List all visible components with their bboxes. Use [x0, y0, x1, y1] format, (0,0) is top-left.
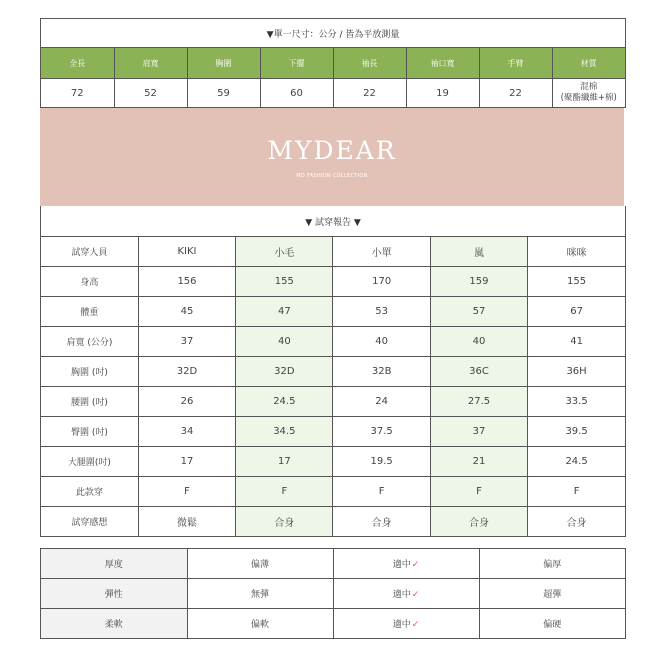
fit-report-row-label: 大腿圍(吋) — [41, 447, 138, 477]
fit-report-cell: 67 — [528, 297, 625, 327]
fabric-feel-option — [479, 549, 625, 579]
fit-report-cell: 37 — [430, 417, 527, 447]
fabric-feel-option-text: 超彈 — [543, 590, 562, 600]
fabric-feel-option — [187, 609, 333, 639]
size-table — [41, 48, 625, 107]
fit-report-cell: 57 — [430, 297, 527, 327]
fabric-feel-option-text: 偏硬 — [543, 620, 562, 630]
fabric-feel-option — [479, 609, 625, 639]
fit-report-row-label: 體重 — [41, 297, 138, 327]
fit-report-cell: 37 — [138, 327, 235, 357]
fit-report-cell: F — [236, 477, 333, 507]
fit-report-row — [41, 237, 625, 267]
checkmark-icon: ✓ — [411, 620, 420, 630]
fit-report-cell: 41 — [528, 327, 625, 357]
fit-report-cell: 17 — [236, 447, 333, 477]
fabric-feel-option — [333, 549, 479, 579]
size-chart-title: ▼單一尺寸：公分 / 皆為平放測量 — [41, 19, 625, 48]
fit-report-cell: 155 — [236, 267, 333, 297]
size-value-shoulder: 52 — [114, 79, 187, 108]
fit-report-row-label: 胸圍 (吋) — [41, 357, 138, 387]
fit-report-cell: 小毛 — [236, 237, 333, 267]
fit-report-cell: 合身 — [333, 507, 430, 537]
fit-report-row — [41, 357, 625, 387]
size-value-chest: 59 — [187, 79, 260, 108]
checkmark-icon: ✓ — [411, 590, 420, 600]
fit-report-cell: 39.5 — [528, 417, 625, 447]
fit-report-cell: 159 — [430, 267, 527, 297]
fit-report-row-label: 試穿感想 — [41, 507, 138, 537]
fit-report-cell: 40 — [430, 327, 527, 357]
fit-report-row-label: 試穿人員 — [41, 237, 138, 267]
size-header-chest: 胸圍 — [187, 48, 260, 79]
fabric-feel-table — [41, 549, 625, 638]
fit-report-cell: 27.5 — [430, 387, 527, 417]
size-header-row — [41, 48, 625, 79]
size-value-row — [41, 79, 625, 108]
fit-report-title: ▼ 試穿報告 ▼ — [41, 206, 625, 237]
fit-report-cell: 32D — [138, 357, 235, 387]
fit-report-cell: 32D — [236, 357, 333, 387]
size-header-shoulder: 肩寬 — [114, 48, 187, 79]
fit-report-row-label: 身高 — [41, 267, 138, 297]
fabric-feel — [40, 548, 626, 639]
fabric-feel-option-text: 偏軟 — [250, 620, 269, 630]
fit-report-cell: 45 — [138, 297, 235, 327]
size-value-hem: 60 — [260, 79, 333, 108]
fabric-feel-row — [41, 549, 625, 579]
fit-report-cell: 24 — [333, 387, 430, 417]
fit-report-cell: 19.5 — [333, 447, 430, 477]
fit-report-row — [41, 417, 625, 447]
fit-report-row — [41, 447, 625, 477]
fit-report-cell: 40 — [236, 327, 333, 357]
fit-report-cell: 37.5 — [333, 417, 430, 447]
fabric-feel-option-text: 偏薄 — [250, 560, 269, 570]
size-value-material — [552, 79, 625, 108]
fabric-feel-label: 厚度 — [41, 549, 187, 579]
fit-report-cell: KIKI — [138, 237, 235, 267]
size-value-length: 72 — [41, 79, 114, 108]
size-header-cuff-width: 袖口寬 — [406, 48, 479, 79]
fit-report-cell: F — [430, 477, 527, 507]
size-value-cuff-width: 19 — [406, 79, 479, 108]
fabric-feel-label: 彈性 — [41, 579, 187, 609]
fit-report-row — [41, 327, 625, 357]
fabric-feel-option — [187, 579, 333, 609]
fit-report-cell: 咪咪 — [528, 237, 625, 267]
fit-report-table — [41, 237, 625, 536]
fit-report-row — [41, 477, 625, 507]
fit-report-cell: 合身 — [528, 507, 625, 537]
size-value-arm: 22 — [479, 79, 552, 108]
fit-report-cell: 33.5 — [528, 387, 625, 417]
material-line-1: 混棉 — [580, 82, 598, 92]
fit-report-row-label: 此款穿 — [41, 477, 138, 507]
fit-report-cell: 21 — [430, 447, 527, 477]
fit-report-cell: 17 — [138, 447, 235, 477]
fit-report-cell: F — [528, 477, 625, 507]
fit-report-cell: 36C — [430, 357, 527, 387]
fit-report-row — [41, 507, 625, 537]
fabric-feel-row — [41, 609, 625, 639]
fit-report-cell: 34.5 — [236, 417, 333, 447]
brand-tagline: MD FASHION COLLECTION — [296, 172, 368, 179]
size-header-length: 全長 — [41, 48, 114, 79]
fit-report-cell: 24.5 — [236, 387, 333, 417]
size-value-sleeve-length: 22 — [333, 79, 406, 108]
fit-report-cell: 合身 — [236, 507, 333, 537]
fit-report-cell: 47 — [236, 297, 333, 327]
size-chart — [40, 18, 626, 108]
fit-report-cell: 32B — [333, 357, 430, 387]
fabric-feel-option-text: 適中 — [392, 560, 411, 570]
size-header-sleeve-length: 袖長 — [333, 48, 406, 79]
fit-report-row — [41, 297, 625, 327]
fabric-feel-option-text: 適中 — [392, 620, 411, 630]
brand-banner — [40, 108, 624, 206]
fit-report-cell: 24.5 — [528, 447, 625, 477]
brand-logo: MYDEAR — [267, 135, 397, 165]
fit-report-cell: 170 — [333, 267, 430, 297]
fit-report-cell: 40 — [333, 327, 430, 357]
fabric-feel-row — [41, 579, 625, 609]
fit-report-cell: 53 — [333, 297, 430, 327]
fabric-feel-option — [333, 579, 479, 609]
fabric-feel-option — [479, 579, 625, 609]
fit-report-cell: 小單 — [333, 237, 430, 267]
fit-report-cell: 155 — [528, 267, 625, 297]
fit-report-row — [41, 267, 625, 297]
fabric-feel-option-text: 偏厚 — [543, 560, 562, 570]
fit-report-cell: 156 — [138, 267, 235, 297]
fit-report-cell: 嵐 — [430, 237, 527, 267]
size-header-arm: 手臂 — [479, 48, 552, 79]
fit-report-row-label: 腰圍 (吋) — [41, 387, 138, 417]
fabric-feel-option-text: 無彈 — [250, 590, 269, 600]
fit-report-cell: 36H — [528, 357, 625, 387]
fit-report-cell: 合身 — [430, 507, 527, 537]
fit-report-cell: F — [138, 477, 235, 507]
material-line-2: (聚酯纖維+棉) — [560, 93, 617, 103]
fit-report — [40, 206, 626, 537]
fit-report-row — [41, 387, 625, 417]
fit-report-cell: 微鬆 — [138, 507, 235, 537]
size-header-hem: 下擺 — [260, 48, 333, 79]
size-header-material: 材質 — [552, 48, 625, 79]
fabric-feel-option — [333, 609, 479, 639]
fit-report-cell: 34 — [138, 417, 235, 447]
checkmark-icon: ✓ — [411, 560, 420, 570]
fit-report-cell: 26 — [138, 387, 235, 417]
fabric-feel-option — [187, 549, 333, 579]
fit-report-row-label: 肩寬 (公分) — [41, 327, 138, 357]
fabric-feel-option-text: 適中 — [392, 590, 411, 600]
fit-report-row-label: 臀圍 (吋) — [41, 417, 138, 447]
fabric-feel-label: 柔軟 — [41, 609, 187, 639]
fit-report-cell: F — [333, 477, 430, 507]
